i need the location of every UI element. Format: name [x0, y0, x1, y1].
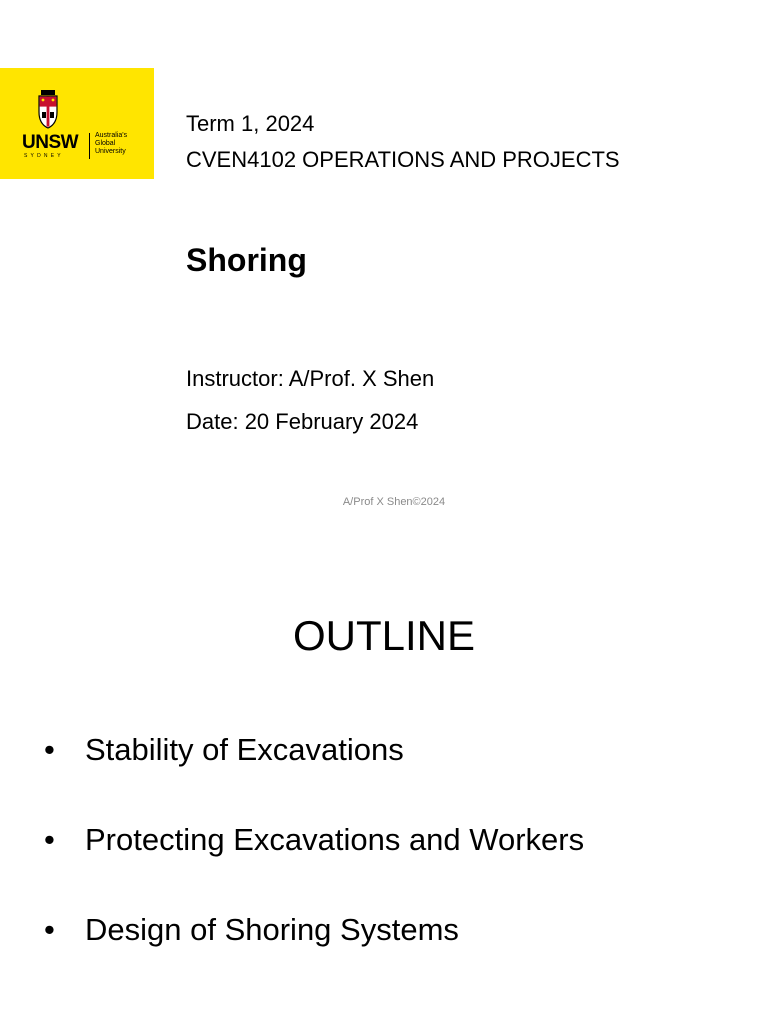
course-name: CVEN4102 OPERATIONS AND PROJECTS	[186, 147, 620, 172]
list-item-text: Design of Shoring Systems	[85, 912, 459, 947]
logo-divider	[89, 133, 90, 159]
logo-tagline-line: Global	[95, 140, 116, 147]
instructor-label: Instructor: A/Prof. X Shen	[186, 366, 435, 391]
logo-subtitle: SYDNEY	[24, 153, 64, 159]
bullet-icon: •	[44, 732, 55, 767]
unsw-logo	[0, 68, 154, 179]
date-label: Date: 20 February 2024	[186, 409, 419, 434]
list-item	[44, 822, 584, 912]
logo-wordmark: UNSW	[22, 132, 79, 153]
list-item	[44, 912, 584, 1002]
copyright-notice: A/Prof X Shen©2024	[342, 496, 446, 508]
unsw-crest-icon	[38, 90, 58, 130]
list-item	[44, 732, 584, 822]
lecture-title: Shoring	[186, 242, 307, 278]
outline-list	[44, 732, 584, 1002]
list-item-text: Protecting Excavations and Workers	[85, 822, 585, 857]
list-item-text: Stability of Excavations	[85, 732, 404, 767]
bullet-icon: •	[44, 822, 55, 857]
logo-tagline	[95, 132, 151, 156]
logo-tagline-line: Australia's	[95, 132, 128, 139]
bullet-icon: •	[44, 912, 55, 947]
outline-slide	[0, 512, 768, 1024]
outline-title: OUTLINE	[292, 612, 476, 659]
logo-tagline-line: University	[95, 148, 126, 155]
term-label: Term 1, 2024	[186, 111, 315, 136]
